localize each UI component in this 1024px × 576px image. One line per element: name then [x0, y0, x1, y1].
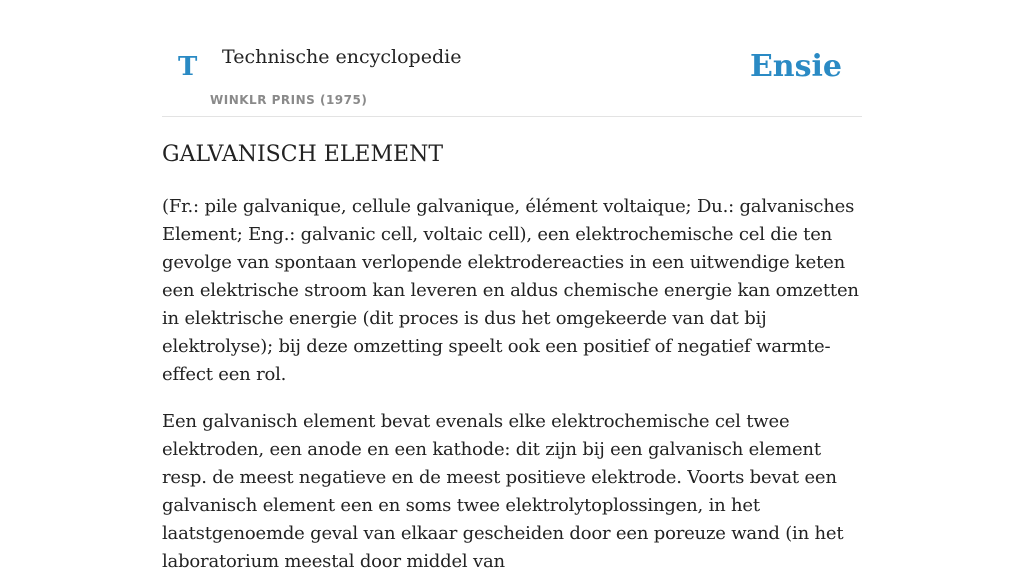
article-paragraph-1: (Fr.: pile galvanique, cellule galvanique, élément voltaique; Du.: galvanisches Element; Eng.: galvanic cell, voltaic cell), een elektrochemische cel die ten gevolge van spontaan verlopende elektrodereacties in een uitwendige keten een elektrische stroom kan leveren en aldus chemische energie kan omzetten in elektrische energie (dit proces is dus het omgekeerde van dat bij elektrolyse); bij deze omzetting speelt ook een positief of negatief warmte-effect een rol.	[162, 196, 859, 385]
article	[162, 140, 866, 576]
article-paragraph-2: Een galvanisch element bevat evenals elke elektrochemische cel twee elektroden, een anode en een kathode: dit zijn bij een galvanisch element resp. de meest negatieve en de meest positieve elektrode. Voorts bevat een galvanisch element een en soms twee elektrolytoplossingen, in het laatstgenoemde geval van elkaar gescheiden door een poreuze wand (in het laboratorium meestal door middel van	[162, 411, 844, 572]
encyclopedia-logo-icon[interactable]: T	[178, 52, 198, 82]
brand-logo-link[interactable]: Ensie	[749, 49, 842, 84]
source-label: WINKLR PRINS (1975)	[210, 93, 368, 107]
site-title-link[interactable]: Technische encyclopedie	[222, 46, 462, 68]
site-header	[162, 40, 862, 117]
article-title: GALVANISCH ELEMENT	[162, 142, 444, 167]
